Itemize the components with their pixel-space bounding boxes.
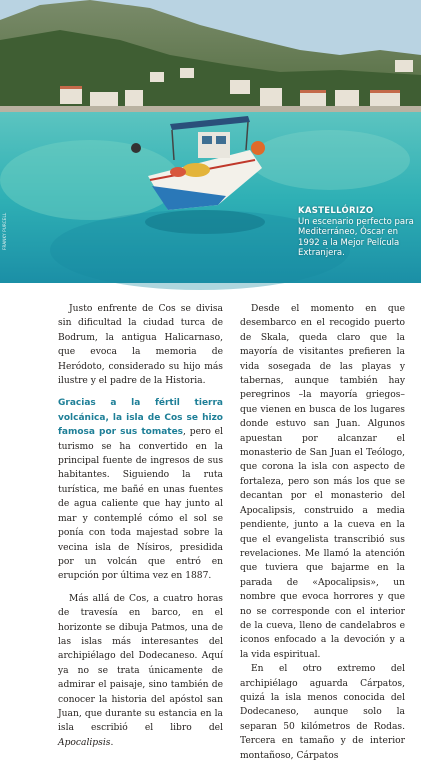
caption-text: Un escenario perfecto para Mediterráneo, Óscar en 1992 a la Mejor Película Extranjera. bbox=[298, 216, 414, 259]
photo-credit: FRANKY PURCELL bbox=[2, 212, 7, 250]
paragraph: Justo enfrente de Cos se divisa sin dificultad la ciudad turca de Bodrum, la antigua Halicarnaso, que evoca la memoria de Heródoto, considerado su hijo más ilustre y el padre de la Historia. bbox=[58, 304, 223, 387]
paragraph-end: . bbox=[110, 737, 114, 748]
article-column-left bbox=[58, 302, 223, 750]
paragraph: Desde el momento en que desembarco en el recogido puerto de Skala, queda claro que la mayoría de visitantes prefieren la vida sosegada de las playas y tabernas, aunque también hay peregrinos –la mayoría griegos– que vienen en busca de los lugares donde estuvo san Juan. Algunos apuestan por alcanzar el monasterio de San Juan el Teólogo, que corona la isla con aspecto de fortaleza, pero son más los que se decantan por el monasterio del Apocalipsis, construido a media pendiente, junto a la cueva en la que el evangelista transcribió sus revelaciones. Me llamó la atención que tuviera que bajarme en la parada de «Apocalipsis», un nombre que evoca horrores y que no se corresponde con el interior de la cueva, lleno de candelabros e iconos enfocado a la devoción y a la vida espiritual. bbox=[240, 304, 405, 660]
highlight-lead: Gracias a la fértil tierra volcánica, la isla de Cos se hizo famosa por sus tomates bbox=[58, 398, 223, 438]
paragraph bbox=[58, 396, 223, 583]
photo-caption bbox=[298, 206, 420, 259]
caption-place: KASTELLÓRIZO bbox=[298, 206, 374, 216]
paragraph-text: , pero el turismo se ha convertido en la principal fuente de ingresos de sus habitantes. Siguiendo la ruta turística, me bañé en unas fuentes de agua caliente que hay junto al mar y contemplé cómo el sol se ponía con toda majestad sobre la vecina isla de Nísiros, presidida por un volcán que entró en erupción por última vez en 1887. bbox=[58, 427, 223, 582]
book-title: Apocalipsis bbox=[58, 737, 111, 748]
article-body bbox=[58, 302, 416, 761]
paragraph: En el otro extremo del archipiélago aguarda Cárpatos, quizá la isla menos conocida del Dodecaneso, aunque solo la separan 50 kilómetros de Rodas. Tercera en tamaño y de interior montañoso, Cárpatos bbox=[240, 664, 405, 761]
hero-photo bbox=[0, 0, 421, 283]
article-column-right bbox=[240, 302, 405, 763]
paragraph-text: Más allá de Cos, a cuatro horas de travesía en barco, en el horizonte se dibuja Patmos, una de las islas más interesantes del archipiélago del Dodecaneso. Aquí ya no se trata únicamente de admirar el paisaje, sino también de conocer la historia del apóstol san Juan, que durante su estancia en la isla escribió el libro del bbox=[58, 593, 223, 734]
paragraph bbox=[58, 592, 223, 750]
